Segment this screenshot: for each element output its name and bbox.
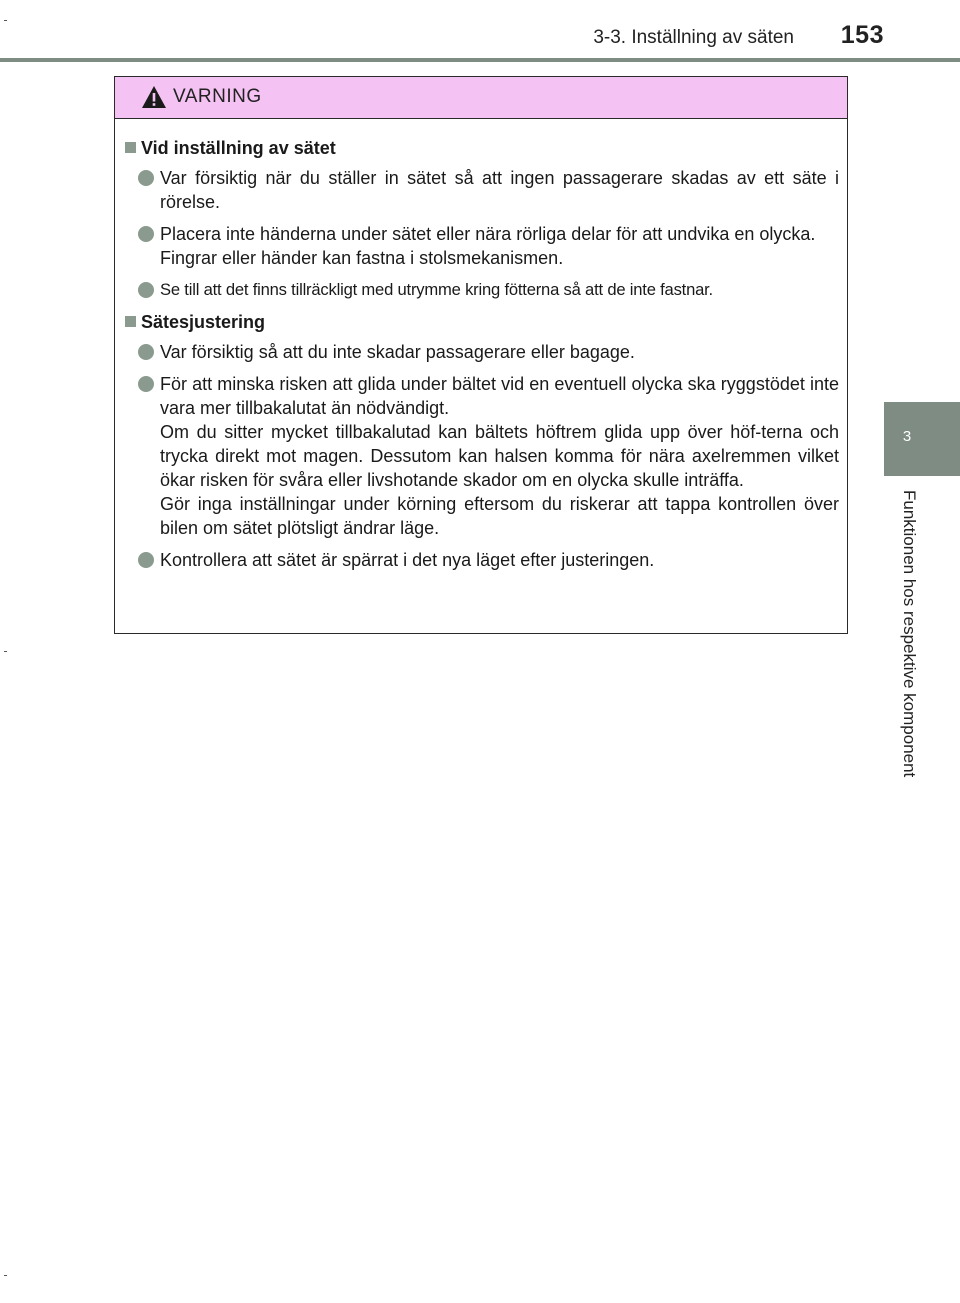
round-bullet-icon (138, 170, 154, 186)
warning-box (114, 76, 848, 634)
list-item (123, 166, 839, 214)
warning-triangle-icon (141, 85, 167, 109)
list-item (123, 278, 839, 302)
round-bullet-icon (138, 344, 154, 360)
list-item (123, 222, 839, 270)
section-heading (123, 136, 839, 160)
crop-mark (4, 651, 7, 652)
list-item (123, 372, 839, 540)
chapter-title-wrap (897, 490, 921, 830)
crop-mark (4, 1275, 7, 1276)
item-text: Gör inga inställningar under körning eftersom du riskerar att tappa kontrollen över bilen om sätet plötsligt ändrar läge. (160, 494, 839, 538)
item-text: Kontrollera att sätet är spärrat i det nya läget efter justeringen. (160, 550, 655, 570)
round-bullet-icon (138, 376, 154, 392)
chapter-title: Funktionen hos respektive komponent (900, 490, 919, 778)
round-bullet-icon (138, 282, 154, 298)
item-text: Se till att det finns tillräckligt med utrymme kring fötterna så att de inte fastnar. (160, 280, 713, 299)
section-title: 3-3. Inställning av säten (593, 27, 794, 48)
list-item (123, 340, 839, 364)
warning-header (115, 77, 847, 119)
page-number: 153 (840, 21, 884, 49)
square-bullet-icon (125, 142, 136, 153)
warning-body (115, 119, 847, 572)
section-heading-text: Vid inställning av sätet (141, 138, 336, 158)
item-text: Placera inte händerna under sätet eller nära rörliga delar för att undvika en olycka. (160, 224, 816, 244)
chapter-number: 3 (902, 428, 912, 445)
item-text: Om du sitter mycket tillbakalutad kan bältets höftrem glida upp över höf-terna och trycka direkt mot magen. Dessutom kan halsen komma för nära axelremmen vilket ökar risken för svåra eller livshotande skador om en olycka skulle inträffa. (160, 422, 839, 490)
round-bullet-icon (138, 226, 154, 242)
crop-mark (4, 20, 7, 21)
item-text: Fingrar eller händer kan fastna i stolsmekanismen. (160, 248, 564, 268)
section-heading-text: Sätesjustering (141, 312, 266, 332)
section-heading (123, 310, 839, 334)
square-bullet-icon (125, 316, 136, 327)
list-item (123, 548, 839, 572)
header-rule (0, 58, 960, 62)
round-bullet-icon (138, 552, 154, 568)
item-text: För att minska risken att glida under bältet vid en eventuell olycka ska ryggstödet inte vara mer tillbakalutat än nödvändigt. (160, 374, 839, 418)
item-text: Var försiktig när du ställer in sätet så att ingen passagerare skadas av ett säte i rörelse. (160, 168, 839, 212)
chapter-tab (884, 402, 960, 476)
item-text: Var försiktig så att du inte skadar passagerare eller bagage. (160, 342, 635, 362)
warning-title: VARNING (173, 86, 262, 107)
